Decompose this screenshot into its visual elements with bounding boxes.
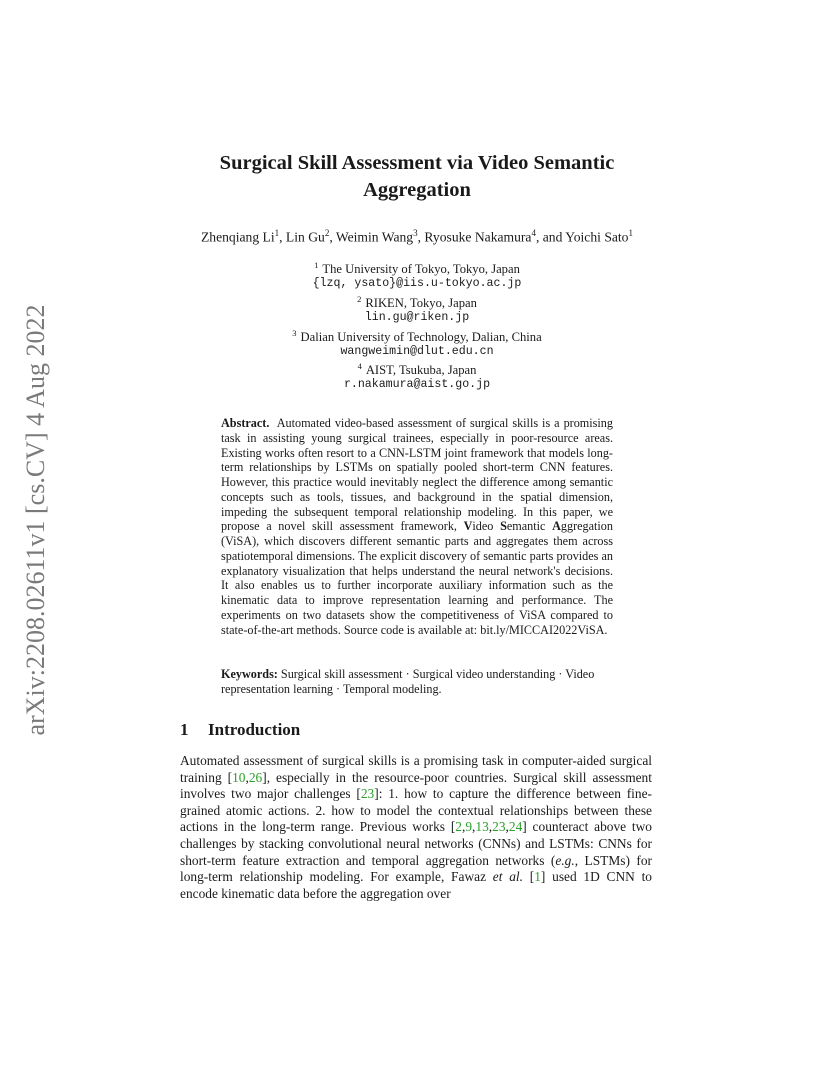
citation-link[interactable]: 24 [508, 819, 523, 835]
citation-link[interactable]: 9 [465, 819, 473, 835]
affiliation-email: r.nakamura@aist.go.jp [343, 378, 491, 392]
introduction-body: Automated assessment of surgical skills is a promising task in computer-aided surgical training [10,26], especially in the resource-poor countries. Surgical skill assessment involves two major challenges [23]: 1. how to capture the difference between fine-grained atomic actions. 2. how to model the contextual relationships between these actions in the long-term range. Previous works [2,9,13,23,24] counteract above two challenges by stacking convolutional neural networks (CNNs) and LSTMs: CNNs for short-term feature extraction and temporal aggregation networks (e.g., LSTMs) for long-term relationship modeling. For example, Fawaz et al. [1] used 1D CNN to encode kinematic data before the aggregation over [180, 753, 653, 901]
citation-link[interactable]: 23 [492, 819, 506, 835]
citation-link[interactable]: 26 [248, 769, 263, 785]
section-title: Introduction [208, 720, 301, 739]
author-list: Zhenqiang Li$^1$, Lin Gu$^2$, Weimin Wang$^3$, Ryosuke Nakamura$^4$, and Yoichi Sato$^1$ [201, 228, 633, 245]
keywords [221, 667, 613, 697]
affiliation-email: lin.gu@riken.jp [364, 310, 470, 324]
author-name: Yoichi Sato [565, 229, 629, 245]
author-name: Lin Gu [285, 229, 325, 245]
citation-link[interactable]: 10 [232, 769, 246, 785]
affiliations [160, 258, 674, 393]
paper-title: Surgical Skill Assessment via Video Semantic Aggregation [219, 152, 615, 201]
keywords-label: Keywords: [221, 667, 278, 681]
citation-link[interactable]: 2 [455, 819, 462, 835]
section-number: 1 [180, 720, 189, 739]
abstract-label: Abstract. [221, 416, 270, 430]
affiliation: $^4$ AIST, Tsukuba, Japan [357, 361, 477, 378]
citation-link[interactable]: 23 [360, 786, 375, 802]
keywords-text: Surgical skill assessment · Surgical video understanding · Video representation learning · Temporal modeling. [221, 667, 595, 696]
abstract: Abstract. Automated video-based assessment of surgical skills is a promising task in assisting young surgical trainees, especially in poor-resource areas. Existing works often resort to a CNN-LSTM joint framework that models long-term relationships by LSTMs on spatially pooled short-term CNN features. However, this practice would inevitably neglect the difference among semantic concepts such as tools, tissues, and background in the spatial dimension, impeding the subsequent temporal relationship modeling. In this paper, we propose a novel skill assessment framework, Video Semantic Aggregation (ViSA), which discovers different semantic parts and aggregates them across spatiotemporal dimensions. The explicit discovery of semantic parts provides an explanatory visualization that helps understand the neural network's decisions. It also enables us to further incorporate auxiliary information such as the kinematic data to improve representation learning and performance. The experiments on two datasets show the competitiveness of ViSA compared to state-of-the-art methods. Source code is available at: bit.ly/MICCAI2022ViSA. [221, 416, 613, 637]
affiliation-email: wangweimin@dlut.edu.cn [340, 344, 494, 358]
affiliation-email: {lzq, ysato}@iis.u-tokyo.ac.jp [312, 276, 522, 290]
abstract-text: Automated video-based assessment of surgical skills is a promising task in assisting young surgical trainees, especially in poor-resource areas. Existing works often resort to a CNN-LSTM joint framework that models long-term relationships by LSTMs on spatially pooled short-term CNN features. However, this practice would inevitably neglect the difference among semantic concepts such as tools, tissues, and background in the spatial dimension, impeding the subsequent temporal relationship modeling. In this paper, we propose a novel skill assessment framework, [221, 416, 613, 534]
affiliation: $^3$ Dalian University of Technology, Dalian, China [292, 327, 542, 344]
affiliation: $^1$ The University of Tokyo, Tokyo, Japan [314, 260, 520, 277]
author-name: Zhenqiang Li [201, 229, 275, 245]
section-heading [180, 720, 300, 740]
citation-link[interactable]: 1 [534, 869, 541, 885]
affiliation: $^2$ RIKEN, Tokyo, Japan [357, 293, 477, 310]
author-name: Ryosuke Nakamura [424, 229, 532, 245]
author-name: Weimin Wang [335, 229, 414, 245]
citation-link[interactable]: 13 [475, 819, 489, 835]
arxiv-identifier: arXiv:2208.02611v1 [cs.CV] 4 Aug 2022 [21, 304, 50, 736]
